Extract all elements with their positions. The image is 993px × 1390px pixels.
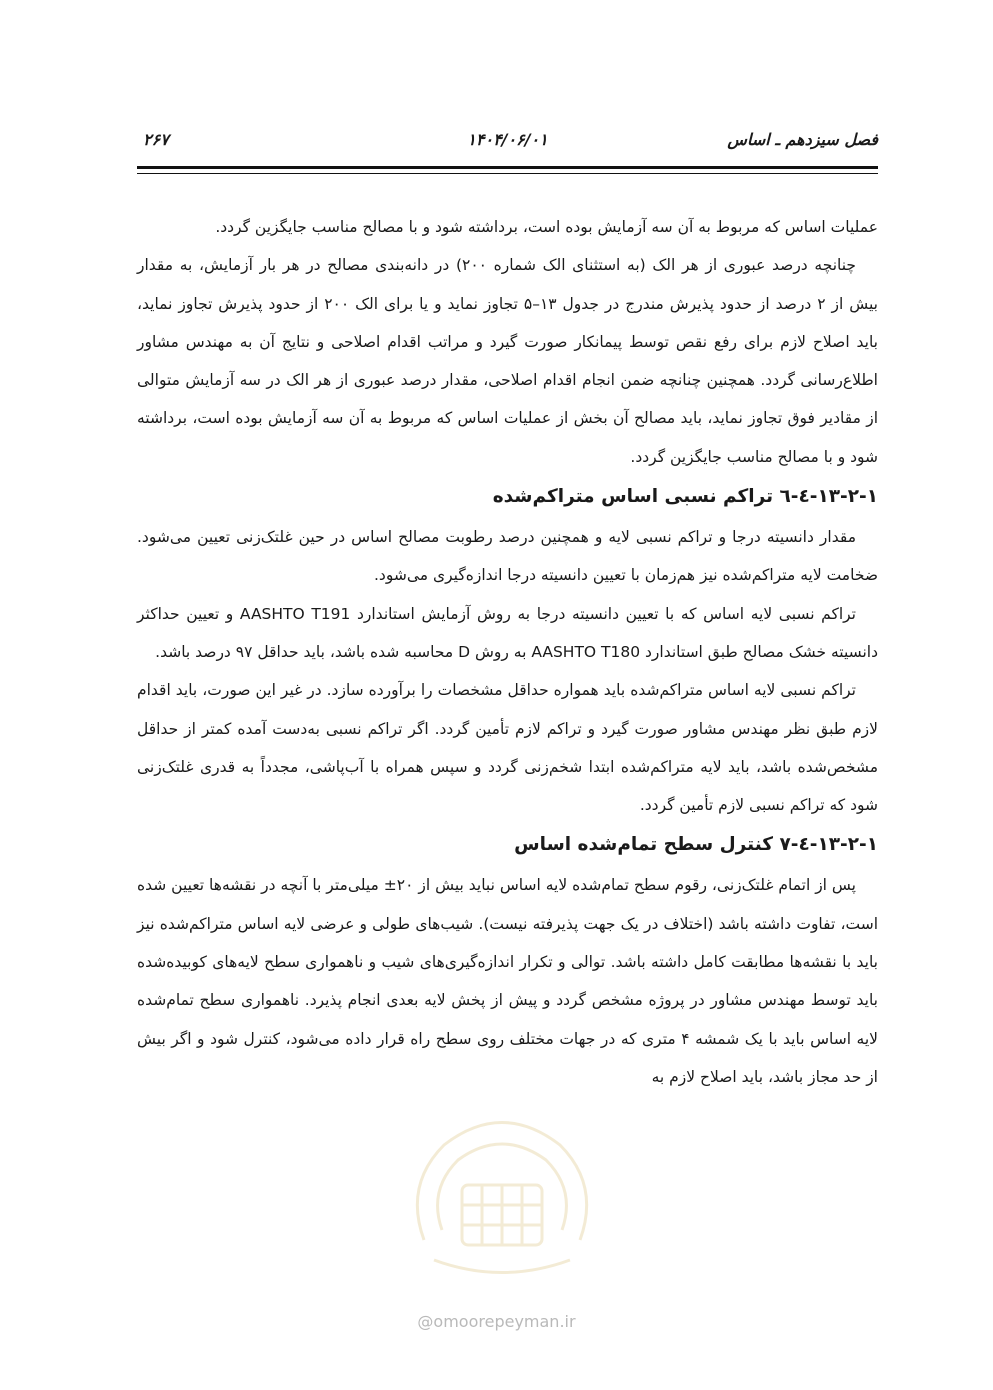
paragraph-density: مقدار دانسیته درجا و تراکم نسبی لایه و همچنین درصد رطوبت مصالح اساس در حین غلتک‌زنی تعیین می‌شود. ضخامت لایه متراکم‌شده نیز هم‌زمان با تعیین دانسیته درجا اندازه‌گیری می‌شود. xyxy=(137,528,878,585)
header-rule-thin xyxy=(137,173,878,174)
paragraph-gradation: چنانچه درصد عبوری از هر الک (به استثنای الک شماره ۲۰۰) در دانه‌بندی مصالح در هر بار آزمایش، به مقدار بیش از ۲ درصد از حدود پذیرش مندرج در جدول ۱۳–۵ تجاوز نماید و یا برای الک ۲۰۰ از حدود پذیرش تجاوز نماید، باید اصلاح لازم برای رفع نقص توسط پیمانکار صورت گیرد و مراتب اقدام اصلاحی و نتایج آن به مهندس مشاور اطلاع‌رسانی گردد. همچنین چنانچه ضمن انجام اقدام اصلاحی، مقدار درصد عبوری از هر الک در سه آزمایش متوالی از مقادیر فوق تجاوز نماید، باید مصالح آن بخش از عملیات اساس که مربوط به آن سه آزمایش بوده است، برداشته شود و با مصالح مناسب جایگزین گردد. xyxy=(137,256,878,466)
header-rule-thick xyxy=(137,166,878,169)
watermark-url: @omoorepeyman.ir xyxy=(417,1312,576,1331)
paragraph-surface-tolerance: پس از اتمام غلتک‌زنی، رقوم سطح تمام‌شده لایه اساس نباید بیش از ۲۰± میلی‌متر با آنچه در نقشه‌ها تعیین شده است، تفاوت داشته باشد (اختلاف در یک جهت پذیرفته نیست). شیب‌های طولی و عرضی لایه اساس متراکم‌شده نیز باید با نقشه‌ها مطابقت کامل داشته باشد. توالی و تکرار اندازه‌گیری‌های شیب و ناهمواری سطح لایه‌های کوبیده‌شده باید توسط مهندس مشاور در پروژه مشخص گردد و پیش از پخش لایه بعدی انجام پذیرد. ناهمواری سطح تمام‌شده لایه اساس باید با یک شمشه ۴ متری که در جهات مختلف روی سطح راه قرار داده می‌شود، کنترل شود و اگر بیش از حد مجاز باشد، باید اصلاح لازم به xyxy=(137,876,879,1086)
paragraph-compaction-correction: تراکم نسبی لایه اساس متراکم‌شده باید همواره حداقل مشخصات را برآورده سازد. در غیر این صورت، باید اقدام لازم طبق نظر مهندس مشاور صورت گیرد و تراکم لازم تأمین گردد. اگر تراکم نسبی به‌دست آمده کمتر از حداقل مشخص‌شده باشد، باید لایه متراکم‌شده ابتدا شخم‌زنی گردد و سپس همراه با آب‌پاشی، مجدداً به قدری غلتک‌زنی شود که تراکم نسبی لازم تأمین گردد. xyxy=(137,681,878,815)
page-number: ۲۶۷ xyxy=(143,130,169,149)
header-date: ۱۴۰۴/۰۶/۰۱ xyxy=(467,130,548,149)
section-heading-surface-control: ۱۳-۲-۱-٤-۷ کنترل سطح تمام‌شده اساس xyxy=(514,834,878,856)
chapter-title: فصل سیزدهم ـ اساس xyxy=(727,130,878,149)
page-body xyxy=(137,208,878,1096)
watermark-seal-icon xyxy=(384,1090,620,1290)
paragraph-aashto: تراکم نسبی لایه اساس که با تعیین دانسیته درجا به روش آزمایش استاندارد AASHTO T191 و تعیین حداکثر دانسیته خشک مصالح طبق استاندارد AASHTO T180 به روش D محاسبه شده باشد، باید حداقل ۹۷ درصد باشد. xyxy=(137,604,878,661)
section-heading-relative-compaction: ۱۳-۲-۱-٤-٦ تراکم نسبی اساس متراکم‌شده xyxy=(492,486,878,508)
page-header xyxy=(137,130,878,160)
paragraph-continued: عملیات اساس که مربوط به آن سه آزمایش بوده است، برداشته شود و با مصالح مناسب جایگزین گردد. xyxy=(215,218,878,236)
